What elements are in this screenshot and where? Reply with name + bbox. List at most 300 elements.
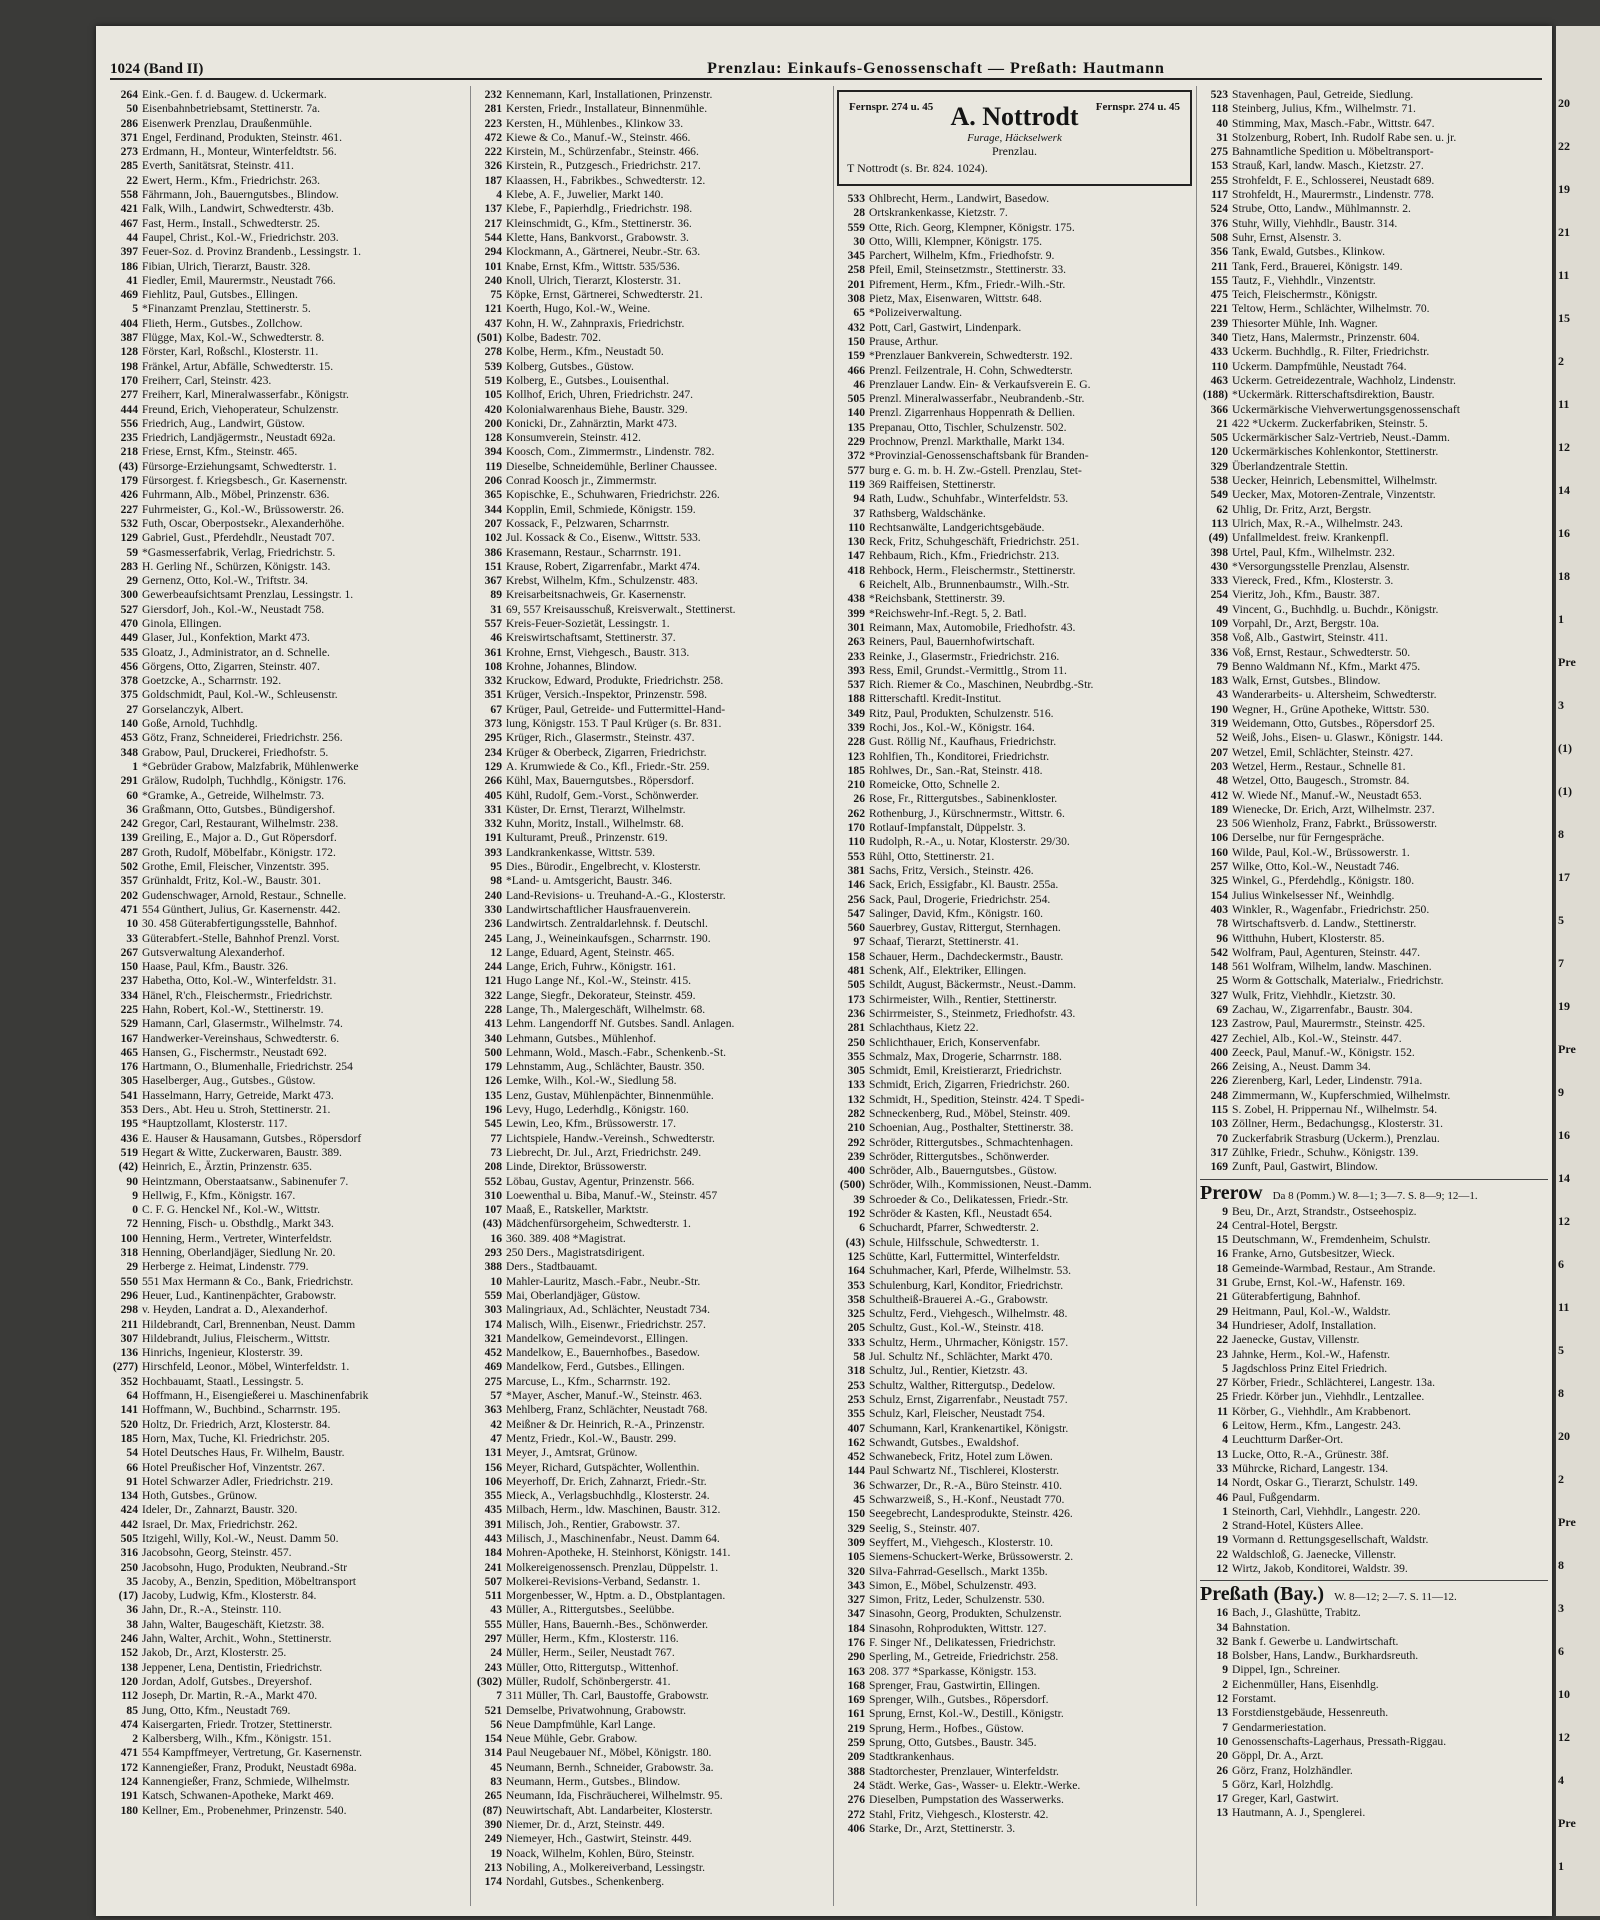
directory-entry [474,560,829,574]
directory-entry [837,578,1192,592]
subscriber-name: Itzigehl, Willy, Kol.-W., Neust. Damm 50. [142,1531,339,1545]
phone-number: 213 [484,1860,502,1874]
subscriber-name: F. Singer Nf., Delikatessen, Friedrichstr. [869,1635,1056,1649]
phone-number: 267 [120,945,138,959]
subscriber-name: 551 Max Hermann & Co., Bank, Friedrichstr. [142,1274,354,1288]
subscriber-name: *Gasmesserfabrik, Verlag, Friedrichstr. 5. [142,545,336,559]
directory-entry [1200,774,1548,788]
subscriber-name: Schultz, Gust., Kol.-W., Steinstr. 418. [869,1321,1044,1335]
subscriber-name: Sachs, Fritz, Versich., Steinstr. 426. [869,863,1034,877]
subscriber-name: Kreis-Feuer-Sozietät, Lessingstr. 1. [506,616,670,630]
phone-number: 196 [484,1103,502,1117]
directory-entry [474,102,829,116]
subscriber-name: Schulz, Ernst, Zigarrenfabr., Neustadt 757. [869,1392,1068,1406]
phone-number: 266 [484,774,502,788]
phone-number: 393 [484,845,502,859]
phone-number: 176 [847,1635,865,1649]
phone-number: 353 [120,1103,138,1117]
subscriber-name: Glaser, Jul., Konfektion, Markt 473. [142,631,310,645]
phone-number: 19 [1216,1533,1228,1547]
directory-entry [110,1804,465,1818]
subscriber-name: Ginola, Ellingen. [142,616,222,630]
subscriber-name: Heitmann, Paul, Kol.-W., Waldstr. [1232,1304,1391,1318]
subscriber-name: Forstamt. [1232,1692,1277,1706]
subscriber-name: Zechiel, Alb., Kol.-W., Steinstr. 447. [1232,1031,1402,1045]
directory-entry [110,960,465,974]
phone-number: 277 [120,388,138,402]
subscriber-name: Schulz, Karl, Fleischer, Neustadt 754. [869,1407,1045,1421]
subscriber-name: Hellwig, F., Kfm., Königstr. 167. [142,1188,296,1202]
adjacent-page-fragment: 5 [1558,913,1564,927]
subscriber-name: Schulenburg, Karl, Konditor, Friedrichstr. [869,1278,1064,1292]
directory-entry [837,821,1192,835]
phone-number: 521 [484,1703,502,1717]
subscriber-name: Kennemann, Karl, Installationen, Prinzenstr. [506,88,713,101]
place-heading-pressath [1200,1580,1548,1606]
adjacent-page-fragment: 14 [1558,1171,1570,1185]
phone-number: 2 [132,1732,138,1746]
directory-entry [1200,460,1548,474]
phone-number: 329 [1210,459,1228,473]
subscriber-name: Meißner & Dr. Heinrich, R.-A., Prinzenstr. [506,1417,705,1431]
phone-number: 5 [1222,1777,1228,1791]
subscriber-name: Fuhrmeister, G., Kol.-W., Brüssowerstr. 26. [142,502,344,516]
phone-number: 221 [1210,302,1228,316]
directory-entry [1200,789,1548,803]
subscriber-name: Uckerm. Buchhdlg., R. Filter, Friedrichstr. [1232,345,1430,359]
directory-entry [474,517,829,531]
directory-entry [1200,1448,1548,1462]
subscriber-name: Hoth, Gutsbes., Grünow. [142,1489,258,1503]
phone-number: 10 [126,917,138,931]
phone-number: 119 [485,459,502,473]
directory-entry [474,88,829,102]
subscriber-name: Hochbauamt, Staatl., Lessingstr. 5. [142,1374,304,1388]
phone-number: 305 [120,1074,138,1088]
subscriber-name: Engel, Ferdinand, Produkten, Steinstr. 461. [142,130,342,144]
directory-entry [837,1178,1192,1192]
phone-number: 170 [847,821,865,835]
phone-number: 331 [484,802,502,816]
phone-number: 275 [1210,145,1228,159]
directory-entry [1200,417,1548,431]
subscriber-name: Steinorth, Carl, Viehhdlr., Langestr. 220. [1232,1504,1421,1518]
phone-number: 121 [484,974,502,988]
directory-entry [110,274,465,288]
phone-number: 367 [484,574,502,588]
phone-number: 184 [484,1546,502,1560]
subscriber-name: Stimming, Max, Masch.-Fabr., Wittstr. 647. [1232,116,1435,130]
phone-number: 470 [120,616,138,630]
directory-entry [837,521,1192,535]
directory-entry [110,1761,465,1775]
directory-entry [474,574,829,588]
phone-number: 502 [120,860,138,874]
phone-number: 559 [484,1288,502,1302]
subscriber-name: Teich, Fleischermstr., Königstr. [1232,288,1378,302]
subscriber-name: Mandelkow, E., Bauernhofbes., Basedow. [506,1346,700,1360]
phone-number: 207 [1210,745,1228,759]
directory-entry [474,174,829,188]
phone-number: (500) [839,1178,865,1192]
subscriber-name: Waldschloß, G. Jaenecke, Villenstr. [1232,1547,1396,1561]
directory-entry [110,1146,465,1160]
subscriber-name: Rothenburg, J., Kürschnermstr., Wittstr. 6. [869,806,1065,820]
phone-number: 258 [847,263,865,277]
directory-entry [474,345,829,359]
directory-entry [837,878,1192,892]
directory-entry [110,1375,465,1389]
subscriber-name: Greiling, E., Major a. D., Gut Röpersdorf. [142,831,337,845]
directory-entry [110,646,465,660]
subscriber-name: Hugo Lange Nf., Kol.-W., Steinstr. 415. [506,974,692,988]
column-4 [1200,88,1548,1821]
directory-entry [110,1246,465,1260]
phone-number: 140 [847,406,865,420]
phone-number: 475 [1210,288,1228,302]
subscriber-name: Paul Schwartz Nf., Tischlerei, Klosterstr. [869,1464,1059,1478]
subscriber-name: Stadtorchester, Prenzlauer, Winterfeldstr. [869,1764,1059,1778]
subscriber-name: Schröder, Alb., Bauerngutsbes., Güstow. [869,1164,1057,1178]
ad-telegram: T Nottrodt (s. Br. 824. 1024). [847,161,988,175]
adjacent-page-fragment: 19 [1558,999,1570,1013]
phone-number: 533 [847,192,865,205]
subscriber-name: Koosch, Com., Zimmermstr., Lindenstr. 782. [506,445,715,459]
subscriber-name: Sprung, Ernst, Kol.-W., Destill., Königstr. [869,1707,1064,1721]
directory-entry [837,650,1192,664]
subscriber-name: Niemer, Dr. d., Arzt, Steinstr. 449. [506,1817,665,1831]
phone-number: 128 [120,345,138,359]
directory-entry [837,1750,1192,1764]
phone-number: 539 [484,359,502,373]
directory-entry [837,993,1192,1007]
subscriber-name: Rose, Fr., Rittergutsbes., Sabinenkloster. [869,792,1058,806]
phone-number: 28 [853,206,865,220]
phone-number: 257 [1210,860,1228,874]
subscriber-name: Lange, Siegfr., Dekorateur, Steinstr. 459. [506,988,696,1002]
phone-number: 535 [120,645,138,659]
phone-number: 375 [120,688,138,702]
phone-number: 320 [847,1564,865,1578]
subscriber-name: Fürsorge-Erziehungsamt, Schwedterstr. 1. [142,459,337,473]
subscriber-name: Hartmann, O., Blumenhalle, Friedrichstr. 254 [142,1060,353,1074]
directory-entry [1200,360,1548,374]
phone-number: 244 [484,960,502,974]
directory-entry [1200,703,1548,717]
directory-entry [110,1732,465,1746]
directory-entry [110,789,465,803]
phone-number: 43 [490,1603,502,1617]
phone-number: 12 [1216,1561,1228,1575]
phone-number: 110 [1211,359,1228,373]
phone-number: 404 [120,316,138,330]
phone-number: (17) [118,1589,138,1603]
subscriber-name: Zunft, Paul, Gastwirt, Blindow. [1232,1160,1378,1174]
subscriber-name: Kühl, Max, Bauerngutsbes., Röpersdorf. [506,774,695,788]
phone-number: 471 [120,1746,138,1760]
directory-entry [837,978,1192,992]
directory-entry [1200,1533,1548,1547]
directory-entry [474,1618,829,1632]
subscriber-name: *Uckermärk. Ritterschaftsdirektion, Baustr. [1232,388,1435,402]
directory-entry [474,1589,829,1603]
phone-number: 91 [126,1474,138,1488]
phone-number: 208 [484,1160,502,1174]
subscriber-name: Winkel, G., Pferdehdlg., Königstr. 180. [1232,874,1415,888]
directory-entry [1200,760,1548,774]
subscriber-name: Uhlig, Dr. Fritz, Arzt, Bergstr. [1232,502,1372,516]
phone-number: 577 [847,463,865,477]
directory-entry [474,803,829,817]
subscriber-name: Kersten, H., Mühlenbes., Klinkow 33. [506,116,684,130]
phone-number: 250 [847,1035,865,1049]
phone-number: 217 [484,216,502,230]
phone-number: 202 [120,888,138,902]
subscriber-name: Benno Waldmann Nf., Kfm., Markt 475. [1232,659,1421,673]
phone-number: 500 [484,1045,502,1059]
phone-number: 547 [847,906,865,920]
directory-entry [474,1761,829,1775]
subscriber-name: Körber, Friedr., Schlächterei, Langestr. 13a. [1232,1376,1436,1390]
directory-entry [837,421,1192,435]
phone-number: 120 [1210,445,1228,459]
phone-number: 210 [847,778,865,792]
subscriber-name: Güterabfert.-Stelle, Bahnhof Prenzl. Vorst. [142,931,340,945]
subscriber-name: Bahnamtliche Spedition u. Möbeltransport- [1232,145,1434,159]
directory-entry [474,1160,829,1174]
phone-number: 10 [490,1274,502,1288]
subscriber-name: Schütte, Karl, Futtermittel, Winterfeldstr. [869,1249,1060,1263]
subscriber-name: *Reichswehr-Inf.-Regt. 5, 2. Batl. [869,606,1027,620]
subscriber-name: Sauerbrey, Gustav, Rittergut, Sternhagen. [869,921,1061,935]
phone-number: 6 [859,578,865,592]
directory-entry [110,145,465,159]
directory-entry [474,646,829,660]
phone-number: 210 [847,1121,865,1135]
directory-entry [837,1422,1192,1436]
directory-entry [837,1064,1192,1078]
directory-entry [474,1318,829,1332]
subscriber-name: Hildebrandt, Julius, Fleischerm., Wittstr. [142,1331,331,1345]
subscriber-name: Goetzcke, A., Scharrnstr. 192. [142,674,282,688]
phone-number: 152 [120,1646,138,1660]
subscriber-name: Schirmeister, Wilh., Rentier, Stettinerstr. [869,992,1057,1006]
subscriber-name: Uckermärkische Viehverwertungsgenossenschaft [1232,402,1460,416]
directory-entry [837,206,1192,220]
subscriber-name: Linde, Direktor, Brüssowerstr. [506,1160,647,1174]
phone-number: 85 [126,1703,138,1717]
directory-entry [474,159,829,173]
subscriber-name: Grälow, Rudolph, Tuchhdlg., Königstr. 176. [142,774,347,788]
place-hours: Da 8 (Pomm.) W. 8—1; 3—7. S. 8—9; 12—1. [1272,1189,1478,1202]
phone-number: 444 [120,402,138,416]
subscriber-name: Malingriaux, Ad., Schlächter, Neustadt 734. [506,1303,710,1317]
subscriber-name: Leuchtturm Darßer-Ort. [1232,1433,1344,1447]
subscriber-name: Schwarzweiß, S., H.-Konf., Neustadt 770. [869,1493,1065,1507]
phone-number: 121 [484,302,502,316]
phone-number: 190 [1210,702,1228,716]
subscriber-name: Landwirtsch. Zentraldarlehnsk. f. Deutschl. [506,917,708,931]
adjacent-page-fragment: 3 [1558,698,1564,712]
phone-number: 334 [120,988,138,1002]
directory-entry [1200,345,1548,359]
phone-number: 253 [847,1378,865,1392]
directory-entry [1200,188,1548,202]
directory-entry [1200,117,1548,131]
subscriber-name: Jahn, Dr., R.-A., Steinstr. 110. [142,1603,282,1617]
directory-entry [474,131,829,145]
phone-number: 134 [120,1489,138,1503]
adjacent-page-fragment: 20 [1558,1429,1570,1443]
subscriber-name: Kolonialwarenhaus Biehe, Baustr. 329. [506,402,688,416]
directory-entry [110,102,465,116]
phone-number: 46 [853,377,865,391]
directory-entry [837,1493,1192,1507]
subscriber-name: Ohlbrecht, Herm., Landwirt, Basedow. [869,192,1050,205]
subscriber-name: Kruckow, Edward, Produkte, Friedrichstr. 258. [506,674,724,688]
directory-entry [474,403,829,417]
subscriber-name: Julius Winkelsesser Nf., Weinhdlg. [1232,888,1395,902]
subscriber-name: Ress, Emil, Grundst.-Vermittlg., Strom 11. [869,663,1067,677]
directory-entry [474,1260,829,1274]
directory-entry [474,703,829,717]
directory-entry [837,378,1192,392]
subscriber-name: Mandelkow, Ferd., Gutsbes., Ellingen. [506,1360,685,1374]
directory-entry [837,1693,1192,1707]
directory-entry [110,674,465,688]
phone-number: 553 [847,849,865,863]
adjacent-page-fragment: 9 [1558,1085,1564,1099]
subscriber-name: Ritterschaftl. Kredit-Institut. [869,692,1002,706]
subscriber-name: Unfallmeldest. freiw. Krankenpfl. [1232,531,1389,545]
directory-entry [837,750,1192,764]
subscriber-name: Weiß, Johs., Eisen- u. Glaswr., Königstr. 144. [1232,731,1443,745]
phone-number: 253 [847,1392,865,1406]
subscriber-name: Reichelt, Alb., Brunnenbaumstr., Wilh.-Str. [869,578,1070,592]
subscriber-name: Knoll, Ulrich, Tierarzt, Klosterstr. 31. [506,273,681,287]
phone-number: 557 [484,616,502,630]
phone-number: 9 [132,1188,138,1202]
phone-number: 421 [120,202,138,216]
directory-entry [837,778,1192,792]
subscriber-name: Kleinschmidt, G., Kfm., Stettinerstr. 36. [506,216,692,230]
directory-entry [474,317,829,331]
directory-entry [474,1775,829,1789]
directory-entry [837,1093,1192,1107]
subscriber-name: Gloatz, J., Administrator, an d. Schnelle. [142,645,330,659]
subscriber-name: Gudenschwager, Arnold, Restaur., Schnelle. [142,888,347,902]
phone-number: 45 [853,1493,865,1507]
phone-number: 185 [847,763,865,777]
phone-number: 355 [847,1049,865,1063]
directory-entry [837,764,1192,778]
directory-entry [1200,531,1548,545]
phone-number: (188) [1202,388,1228,402]
subscriber-name: Meyerhoff, Dr. Erich, Zahnarzt, Friedr.-Str. [506,1474,707,1488]
phone-number: 436 [120,1131,138,1145]
subscriber-name: Landwirtschaftlicher Hausfrauenverein. [506,902,691,916]
directory-entry [474,503,829,517]
phone-number: 18 [1216,1261,1228,1275]
phone-number: 162 [847,1435,865,1449]
ad-business: Furage, Häckselwerk [967,132,1062,144]
subscriber-name: Kersten, Friedr., Installateur, Binnenmühle. [506,102,708,116]
subscriber-name: Schmidt, Erich, Zigarren, Friedrichstr. 260. [869,1078,1070,1092]
phone-number: 150 [847,334,865,348]
phone-number: 394 [484,445,502,459]
subscriber-name: Wetzel, Herm., Restaur., Schnelle 81. [1232,759,1406,773]
adjacent-page-fragment: Pre [1558,655,1576,669]
phone-number: 207 [484,516,502,530]
subscriber-name: 561 Wolfram, Wilhelm, landw. Maschinen. [1232,960,1432,974]
phone-number: 58 [853,1350,865,1364]
directory-entry [110,1704,465,1718]
subscriber-name: Jordan, Adolf, Gutsbes., Dreyershof. [142,1674,313,1688]
directory-entry [110,1232,465,1246]
phone-number: 144 [847,1464,865,1478]
phone-number: (501) [476,331,502,345]
subscriber-name: Kopischke, E., Schuhwaren, Friedrichstr. 226. [506,488,720,502]
phone-number: 549 [1210,488,1228,502]
subscriber-name: Schneckenberg, Rud., Möbel, Steinstr. 409. [869,1107,1071,1120]
phone-number: 420 [484,402,502,416]
subscriber-name: Holtz, Dr. Friedrich, Arzt, Klosterstr. 84. [142,1417,331,1431]
phone-number: 106 [1210,831,1228,845]
subscriber-name: Handwerker-Vereinshaus, Schwedterstr. 6. [142,1031,340,1045]
directory-entry [1200,1649,1548,1663]
phone-number: 5 [1222,1361,1228,1375]
subscriber-name: Goldschmidt, Paul, Kol.-W., Schleusenstr. [142,688,338,702]
directory-entry [1200,1205,1548,1219]
subscriber-name: Kolberg, Gutsbes., Güstow. [506,359,634,373]
subscriber-name: Herberge z. Heimat, Lindenstr. 779. [142,1260,309,1274]
directory-entry [110,1318,465,1332]
phone-number: 201 [847,277,865,291]
subscriber-name: Sinasohn, Georg, Produkten, Schulzenstr. [869,1607,1062,1621]
phone-number: 32 [1216,1634,1228,1648]
directory-entry [837,1021,1192,1035]
phone-number: 276 [847,1793,865,1807]
directory-entry [1200,946,1548,960]
phone-number: 138 [120,1660,138,1674]
directory-entry [474,360,829,374]
subscriber-name: Lucke, Otto, R.-A., Grünestr. 38f. [1232,1447,1389,1461]
subscriber-name: Neumann, Bernh., Schneider, Grabowstr. 3a. [506,1760,714,1774]
phone-number: 449 [120,631,138,645]
subscriber-name: Genossenschafts-Lagerhaus, Pressath-Riggau. [1232,1734,1447,1748]
phone-number: 345 [847,249,865,263]
phone-number: 273 [120,145,138,159]
subscriber-name: Lange, Th., Malergeschäft, Wilhelmstr. 68. [506,1003,706,1016]
phone-number: 31 [1216,1276,1228,1290]
subscriber-name: Mahler-Lauritz, Masch.-Fabr., Neubr.-Str. [506,1274,701,1288]
directory-entry [837,1407,1192,1421]
phone-number: 119 [848,477,865,491]
subscriber-name: Walk, Ernst, Gutsbes., Blindow. [1232,674,1381,688]
subscriber-name: Seyffert, M., Viehgesch., Klosterstr. 10. [869,1535,1054,1549]
adjacent-page-fragment: 21 [1558,225,1570,239]
subscriber-name: Schroeder & Co., Delikatessen, Friedr.-Str. [869,1192,1069,1206]
directory-entry [837,1650,1192,1664]
directory-entry [474,717,829,731]
subscriber-name: Schoenian, Aug., Posthalter, Stettinerstr. 38. [869,1121,1074,1135]
phone-number: 372 [847,449,865,463]
phone-number: (302) [476,1674,502,1688]
phone-number: 281 [484,102,502,116]
subscriber-name: Molkereigenossensch. Prenzlau, Düppelstr. 1. [506,1560,719,1574]
subscriber-name: Sprenger, Frau, Gastwirtin, Ellingen. [869,1678,1041,1692]
phone-number: 366 [1210,402,1228,416]
